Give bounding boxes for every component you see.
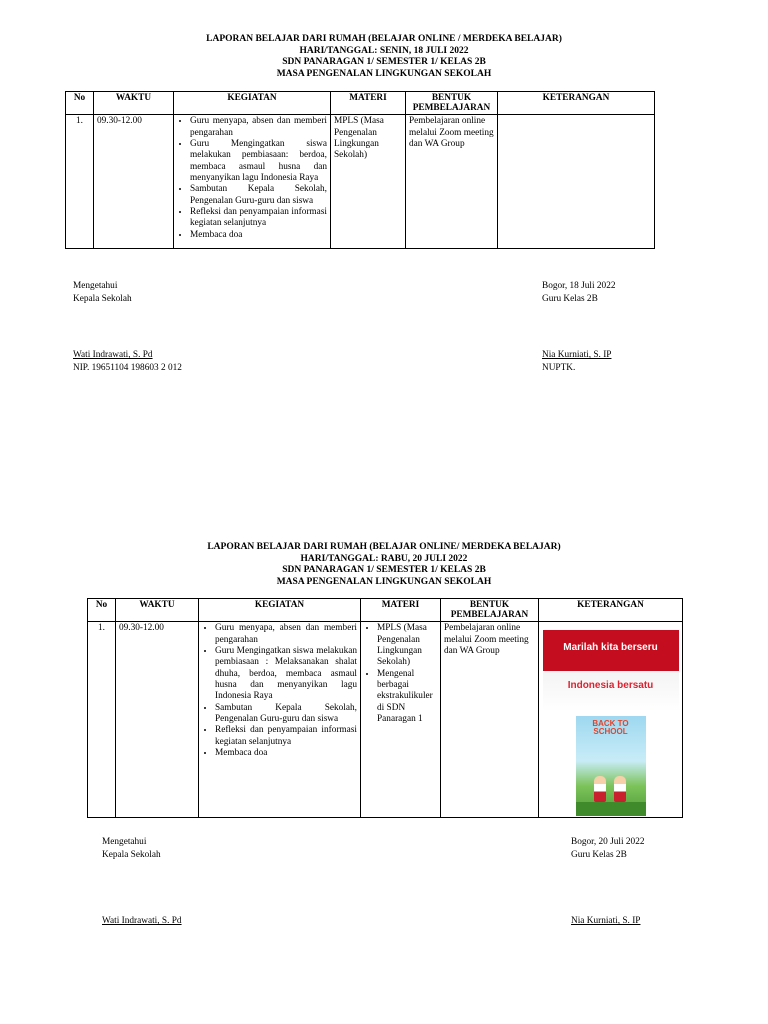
student-figure-icon: [594, 776, 606, 802]
header-no: No: [66, 92, 94, 115]
sign-name: Nia Kurniati, S. IP: [542, 350, 612, 360]
table-row: [88, 622, 683, 818]
report-1: [0, 34, 768, 80]
signature-right-2-name: [571, 915, 640, 928]
activity-list: [202, 623, 357, 759]
sign-id: NUPTK.: [542, 363, 576, 374]
cell-no: 1.: [66, 115, 94, 249]
cell-bentuk: Pembelajaran online melalui Zoom meeting dan WA Group: [406, 115, 498, 249]
sign-role: Guru Kelas 2B: [571, 850, 627, 861]
cell-kegiatan: [199, 622, 361, 818]
sign-name: Nia Kurniati, S. IP: [571, 916, 641, 926]
cell-keterangan: [539, 622, 683, 818]
header-materi: MATERI: [361, 599, 441, 622]
cell-waktu: 09.30-12.00: [116, 622, 199, 818]
signature-left-2: [102, 836, 161, 862]
sign-label: Mengetahui: [73, 281, 118, 291]
cell-materi: MPLS (Masa Pengenalan Lingkungan Sekolah): [331, 115, 406, 249]
report-date: HARI/TANGGAL: RABU, 20 JULI 2022: [300, 553, 468, 564]
header-waktu: WAKTU: [94, 92, 174, 115]
report-date: HARI/TANGGAL: SENIN, 18 JULI 2022: [299, 45, 469, 56]
report-school: SDN PANARAGAN 1/ SEMESTER 1/ KELAS 2B: [282, 57, 486, 68]
list-item: • Mengenal berbagai ekstrakulikuler di SDN Panaragan 1: [377, 669, 437, 726]
list-item: • Guru Mengingatkan siswa melakukan pembiasaan: berdoa, membaca asmaul husna dan menyanyikan lagu Indonesia Raya: [190, 139, 327, 184]
activity-list: [177, 116, 327, 241]
cell-keterangan: [498, 115, 655, 249]
list-item: • MPLS (Masa Pengenalan Lingkungan Sekolah): [377, 623, 437, 668]
signature-left-1: [73, 280, 132, 306]
header-bentuk: BENTUK PEMBELAJARAN: [406, 92, 498, 115]
list-item: • Refleksi dan penyampaian informasi kegiatan selanjutnya: [190, 207, 327, 230]
signature-right-1-name: [542, 349, 611, 375]
list-item: • Guru Mengingatkan siswa melakukan pembiasaan : Melaksanakan shalat dhuha, berdoa, membaca asmaul husna dan menyanyikan lagu Indonesia Raya: [215, 646, 357, 703]
table-header-row: [66, 92, 655, 115]
cell-materi: [361, 622, 441, 818]
list-item: • Guru menyapa, absen dan memberi pengarahan: [190, 116, 327, 139]
sign-name: Wati Indrawati, S. Pd: [102, 916, 182, 926]
signature-right-2: [571, 836, 645, 862]
report-title: LAPORAN BELAJAR DARI RUMAH (BELAJAR ONLINE/ MERDEKA BELAJAR): [207, 542, 561, 552]
header-no: No: [88, 599, 116, 622]
header-materi: MATERI: [331, 92, 406, 115]
cell-kegiatan: [174, 115, 331, 249]
banner-text: Marilah kita berseru: [563, 642, 658, 654]
cell-waktu: 09.30-12.00: [94, 115, 174, 249]
sign-id: NIP. 19651104 198603 2 012: [73, 363, 182, 374]
grass-shape: [576, 802, 646, 816]
report-2-table: [87, 598, 683, 818]
table-row: [66, 115, 655, 249]
report-2: [0, 542, 768, 588]
header-keterangan: KETERANGAN: [539, 599, 683, 622]
list-item: • Membaca doa: [190, 230, 327, 241]
sign-date: Bogor, 18 Juli 2022: [542, 281, 616, 291]
signature-right-1: [542, 280, 616, 306]
student-figure-icon: [614, 776, 626, 802]
poster-text: BACK TO SCHOOL: [592, 719, 629, 737]
list-item: • Membaca doa: [215, 748, 357, 759]
signature-left-2-name: [102, 915, 182, 928]
report-1-heading: [0, 34, 768, 80]
header-keterangan: KETERANGAN: [498, 92, 655, 115]
sign-role: Guru Kelas 2B: [542, 294, 598, 305]
banner-text: Indonesia bersatu: [567, 680, 654, 692]
sign-name: Wati Indrawati, S. Pd: [73, 350, 153, 360]
cell-no: 1.: [88, 622, 116, 818]
table-header-row: [88, 599, 683, 622]
sign-label: Mengetahui: [102, 837, 147, 847]
report-1-table: [65, 91, 655, 249]
signature-left-1-name: [73, 349, 182, 375]
header-kegiatan: KEGIATAN: [174, 92, 331, 115]
report-subject: MASA PENGENALAN LINGKUNGAN SEKOLAH: [276, 68, 492, 79]
sign-date: Bogor, 20 Juli 2022: [571, 837, 645, 847]
report-subject: MASA PENGENALAN LINGKUNGAN SEKOLAH: [276, 576, 492, 587]
materi-list: [364, 623, 437, 725]
report-school: SDN PANARAGAN 1/ SEMESTER 1/ KELAS 2B: [282, 565, 486, 576]
header-bentuk: BENTUK PEMBELAJARAN: [441, 599, 539, 622]
report-title: LAPORAN BELAJAR DARI RUMAH (BELAJAR ONLINE / MERDEKA BELAJAR): [206, 34, 562, 44]
header-waktu: WAKTU: [116, 599, 199, 622]
sign-role: Kepala Sekolah: [102, 850, 161, 861]
report-2-heading: [0, 542, 768, 588]
back-to-school-poster-image: [576, 716, 646, 816]
cell-bentuk: Pembelajaran online melalui Zoom meeting dan WA Group: [441, 622, 539, 818]
list-item: • Sambutan Kepala Sekolah, Pengenalan Guru-guru dan siswa: [190, 184, 327, 207]
list-item: • Guru menyapa, absen dan memberi pengarahan: [215, 623, 357, 646]
list-item: • Sambutan Kepala Sekolah, Pengenalan Guru-guru dan siswa: [215, 703, 357, 726]
header-kegiatan: KEGIATAN: [199, 599, 361, 622]
flag-banner-image: [543, 630, 679, 712]
sign-role: Kepala Sekolah: [73, 294, 132, 305]
list-item: • Refleksi dan penyampaian informasi kegiatan selanjutnya: [215, 725, 357, 748]
